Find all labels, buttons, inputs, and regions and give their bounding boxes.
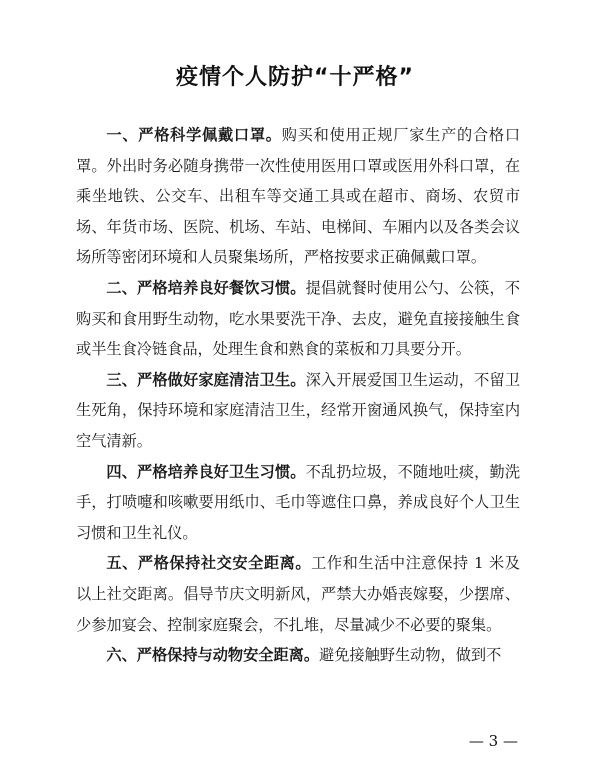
document-body xyxy=(76,120,520,671)
paragraph-text: 购买和使用正规厂家生产的合格口罩。外出时务必随身携带一次性使用医用口罩或医用外科口罩，在乘坐地铁、公交车、出租车等交通工具或在超市、商场、农贸市场、年货市场、医院、机场、车站、电梯间、车厢内以及各类会议场所等密闭环境和人员聚集场所，严格按要求正确佩戴口罩。 xyxy=(76,126,521,267)
paragraph-1 xyxy=(76,120,520,273)
paragraph-3 xyxy=(76,365,520,457)
paragraph-4 xyxy=(76,457,520,549)
document-title: 疫情个人防护“十严格” xyxy=(176,65,414,90)
page-number: — 3 — xyxy=(468,732,518,750)
paragraph-heading: 一、严格科学佩戴口罩。 xyxy=(106,126,282,144)
paragraph-5 xyxy=(76,548,520,640)
paragraph-text: 避免接触野生动物，做到不 xyxy=(319,646,502,665)
paragraph-text: 提倡就餐时使用公勺、公筷，不购买和食用野生动物，吃水果要洗干净、去皮，避免直接接触生食或半生食冷链食品，处理生食和熟食的菜板和刀具要分开。 xyxy=(76,278,521,359)
paragraph-heading: 五、严格保持社交安全距离。 xyxy=(106,554,312,573)
paragraph-heading: 二、严格培养良好餐饮习惯。 xyxy=(106,278,306,297)
paragraph-heading: 三、严格做好家庭清洁卫生。 xyxy=(106,370,306,389)
paragraph-6 xyxy=(76,640,520,671)
paragraph-text: 工作和生活中注意保持 1 米及以上社交距离。倡导节庆文明新风，严禁大办婚丧嫁娶，少摆席、少参加宴会、控制家庭聚会，不扎堆，尽量减少不必要的聚集。 xyxy=(76,554,520,634)
paragraph-heading: 四、严格培养良好卫生习惯。 xyxy=(106,462,306,481)
paragraph-heading: 六、严格保持与动物安全距离。 xyxy=(106,646,320,665)
paragraph-text: 不乱扔垃圾，不随地吐痰，勤洗手，打喷嚏和咳嗽要用纸巾、毛巾等遮住口鼻，养成良好个人卫生习惯和卫生礼仪。 xyxy=(76,462,521,542)
paragraph-text: 深入开展爱国卫生运动，不留卫生死角，保持环境和家庭清洁卫生，经常开窗通风换气，保持室内空气清新。 xyxy=(76,370,521,450)
paragraph-2 xyxy=(76,273,520,365)
